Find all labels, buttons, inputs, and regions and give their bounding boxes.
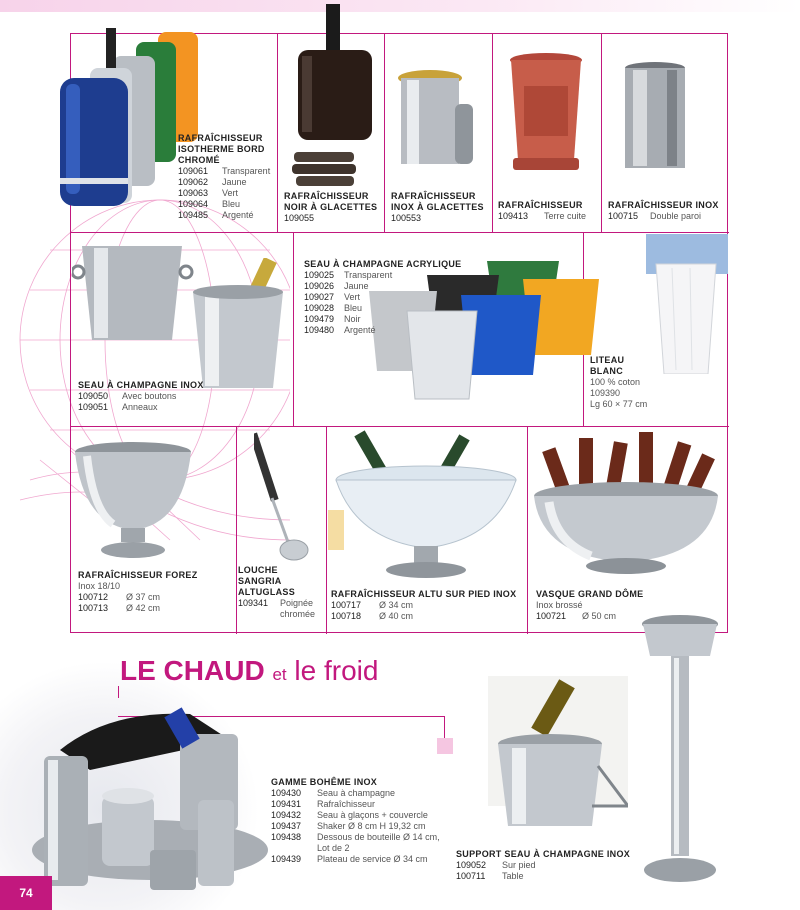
pink-square-decoration [437,738,453,754]
product-detail: Lg 60 × 77 cm [590,399,648,409]
caption-liteau [590,355,647,410]
section-heading [120,655,378,687]
product-material: Inox brossé [536,600,583,610]
product-code: 100713 [78,603,109,613]
caption-boheme [271,777,440,865]
caption-forez [78,570,198,614]
caption-acrylique [304,259,461,336]
product-variant: Rafraîchisseur [317,799,376,809]
product-variant: Ø 34 cm [379,600,414,610]
product-row [304,303,461,314]
product-variant: Table [502,871,524,881]
top-gradient-bar [0,0,800,12]
product-row [304,314,461,325]
product-row [391,213,484,224]
product-row [331,611,516,622]
product-row [271,843,440,854]
product-row [304,325,461,336]
grid-divider [236,426,237,634]
product-title: VASQUE GRAND DÔME [536,589,644,599]
product-row [78,391,204,402]
product-code: 109052 [456,860,487,870]
product-row [238,609,315,620]
product-code: 109439 [271,854,302,864]
product-variant: Jaune [344,281,369,291]
product-code: 109431 [271,799,302,809]
product-title: SANGRIA [238,576,282,586]
champagne-stand-image [640,614,722,888]
product-row [498,211,586,222]
product-code: 100721 [536,611,567,621]
product-title: CHROMÉ [178,155,220,165]
product-row [271,810,440,821]
heading-rule [118,686,119,698]
grid-divider [277,34,278,232]
champagne-bucket-holder-image [488,676,628,846]
product-title: RAFRAÎCHISSEUR [498,200,583,210]
product-variant: Ø 50 cm [582,611,617,621]
product-variant: Bleu [222,199,241,209]
product-code: 109061 [178,166,209,176]
product-code: 109341 [238,598,269,608]
product-variant: Dessous de bouteille Ø 14 cm, [317,832,440,842]
product-row [304,270,461,281]
product-variant: Seau à glaçons + couvercle [317,810,428,820]
product-row [284,213,377,224]
product-row [178,188,270,199]
product-code: 100712 [78,592,109,602]
product-title: SEAU À CHAMPAGNE INOX [78,380,204,390]
product-code: 109050 [78,391,109,401]
product-code: 109432 [271,810,302,820]
product-variant: Seau à champagne [317,788,396,798]
page-number: 74 [0,876,52,910]
product-row [178,177,270,188]
product-title: NOIR À GLACETTES [284,202,378,212]
altu-cooler-on-stand-image [326,430,526,590]
product-code: 100717 [331,600,362,610]
product-row [271,832,440,843]
caption-louche [238,565,315,620]
product-variant: Plateau de service Ø 34 cm [317,854,428,864]
product-code: 109480 [304,325,335,335]
product-code: 109063 [178,188,209,198]
grid-divider [384,34,385,232]
product-code: 109025 [304,270,335,280]
product-variant: Lot de 2 [317,843,350,853]
product-code: 109485 [178,210,209,220]
product-row [271,854,440,865]
caption-support [456,849,630,882]
product-variant: Ø 37 cm [126,592,161,602]
caption-isotherme [178,133,270,221]
white-cloth-image [646,234,728,374]
caption-altu [331,589,516,622]
product-code: 100718 [331,611,362,621]
product-row [456,860,630,871]
product-row [456,871,630,882]
product-row [331,600,516,611]
product-variant: Vert [344,292,361,302]
boheme-range-image [30,700,270,900]
product-title: ISOTHERME BORD [178,144,265,154]
product-variant: Noir [344,314,361,324]
grid-divider [71,232,729,233]
product-variant: Vert [222,188,239,198]
product-variant: Transparent [222,166,271,176]
product-code: 100711 [456,871,486,881]
product-variant: Ø 42 cm [126,603,161,613]
product-code: 109479 [304,314,335,324]
product-row [608,211,719,222]
product-title: RAFRAÎCHISSEUR INOX [608,200,719,210]
product-code: 109062 [178,177,209,187]
product-variant: Ø 40 cm [379,611,414,621]
product-title: RAFRAÎCHISSEUR ALTU SUR PIED INOX [331,589,517,599]
product-detail: 109390 [590,388,621,398]
product-code: 100553 [391,213,422,223]
vasque-grand-dome-image [531,432,721,582]
grid-divider [527,426,528,634]
product-variant: Avec boutons [122,391,177,401]
terracotta-cooler-image [508,52,588,172]
product-variant: Anneaux [122,402,158,412]
grid-divider [71,426,729,427]
product-detail: 100 % coton [590,377,641,387]
product-title: ALTUGLASS [238,587,296,597]
product-variant: chromée [280,609,316,619]
product-row [178,199,270,210]
product-title: INOX À GLACETTES [391,202,484,212]
product-code: 109026 [304,281,335,291]
product-code: 109028 [304,303,335,313]
product-code: 109051 [78,402,109,412]
heading-word-chaud: LE CHAUD [120,655,265,686]
product-title: RAFRAÎCHISSEUR [391,191,476,201]
product-row [238,598,315,609]
product-variant: Double paroi [650,211,702,221]
product-variant: Terre cuite [544,211,587,221]
product-variant: Transparent [344,270,393,280]
product-variant: Poignée [280,598,314,608]
product-title: RAFRAÎCHISSEUR [284,191,369,201]
black-cooler-image [290,4,380,204]
product-row [78,603,198,614]
product-title: SUPPORT SEAU À CHAMPAGNE INOX [456,849,631,859]
product-row [78,592,198,603]
product-row [304,281,461,292]
caption-inoxglacettes [391,191,484,224]
product-row [178,166,270,177]
product-variant: Argenté [344,325,376,335]
product-code: 109438 [271,832,302,842]
product-title: SEAU À CHAMPAGNE ACRYLIQUE [304,259,462,269]
product-title: GAMME BOHÊME INOX [271,777,378,787]
product-row [271,788,440,799]
product-material: Inox 18/10 [78,581,121,591]
product-code: 109437 [271,821,302,831]
double-wall-cooler-image [623,62,693,172]
product-row [78,402,204,413]
caption-noir [284,191,377,224]
grid-divider [601,34,602,232]
product-row [536,611,643,622]
product-title: BLANC [590,366,623,376]
grid-divider [293,232,294,426]
sangria-ladle-image [254,432,314,572]
product-code: 109064 [178,199,209,209]
heading-word-et: et [272,665,287,684]
product-title: LOUCHE [238,565,278,575]
champagne-bucket-rings-image [183,258,293,393]
product-code: 109027 [304,292,335,302]
product-variant: Jaune [222,177,247,187]
heading-rule [444,716,445,738]
caption-vasque [536,589,643,622]
product-code: 109055 [284,213,315,223]
product-code: 109430 [271,788,302,798]
product-title: LITEAU [590,355,625,365]
product-variant: Argenté [222,210,254,220]
product-variant: Bleu [344,303,363,313]
caption-terre [498,200,586,222]
product-code: 100715 [608,211,639,221]
product-title: RAFRAÎCHISSEUR FOREZ [78,570,198,580]
steel-cooler-glacettes-image [395,68,485,168]
product-row [178,210,270,221]
product-row [271,821,440,832]
product-title: RAFRAÎCHISSEUR [178,133,263,143]
forez-cooler-image [73,440,193,560]
product-row [271,799,440,810]
grid-divider [492,34,493,232]
product-row [304,292,461,303]
product-code: 109413 [498,211,529,221]
caption-seauinox [78,380,204,413]
heading-word-froid: le froid [294,655,379,686]
product-variant: Shaker Ø 8 cm H 19,32 cm [317,821,426,831]
product-variant: Sur pied [502,860,536,870]
caption-inox [608,200,719,222]
